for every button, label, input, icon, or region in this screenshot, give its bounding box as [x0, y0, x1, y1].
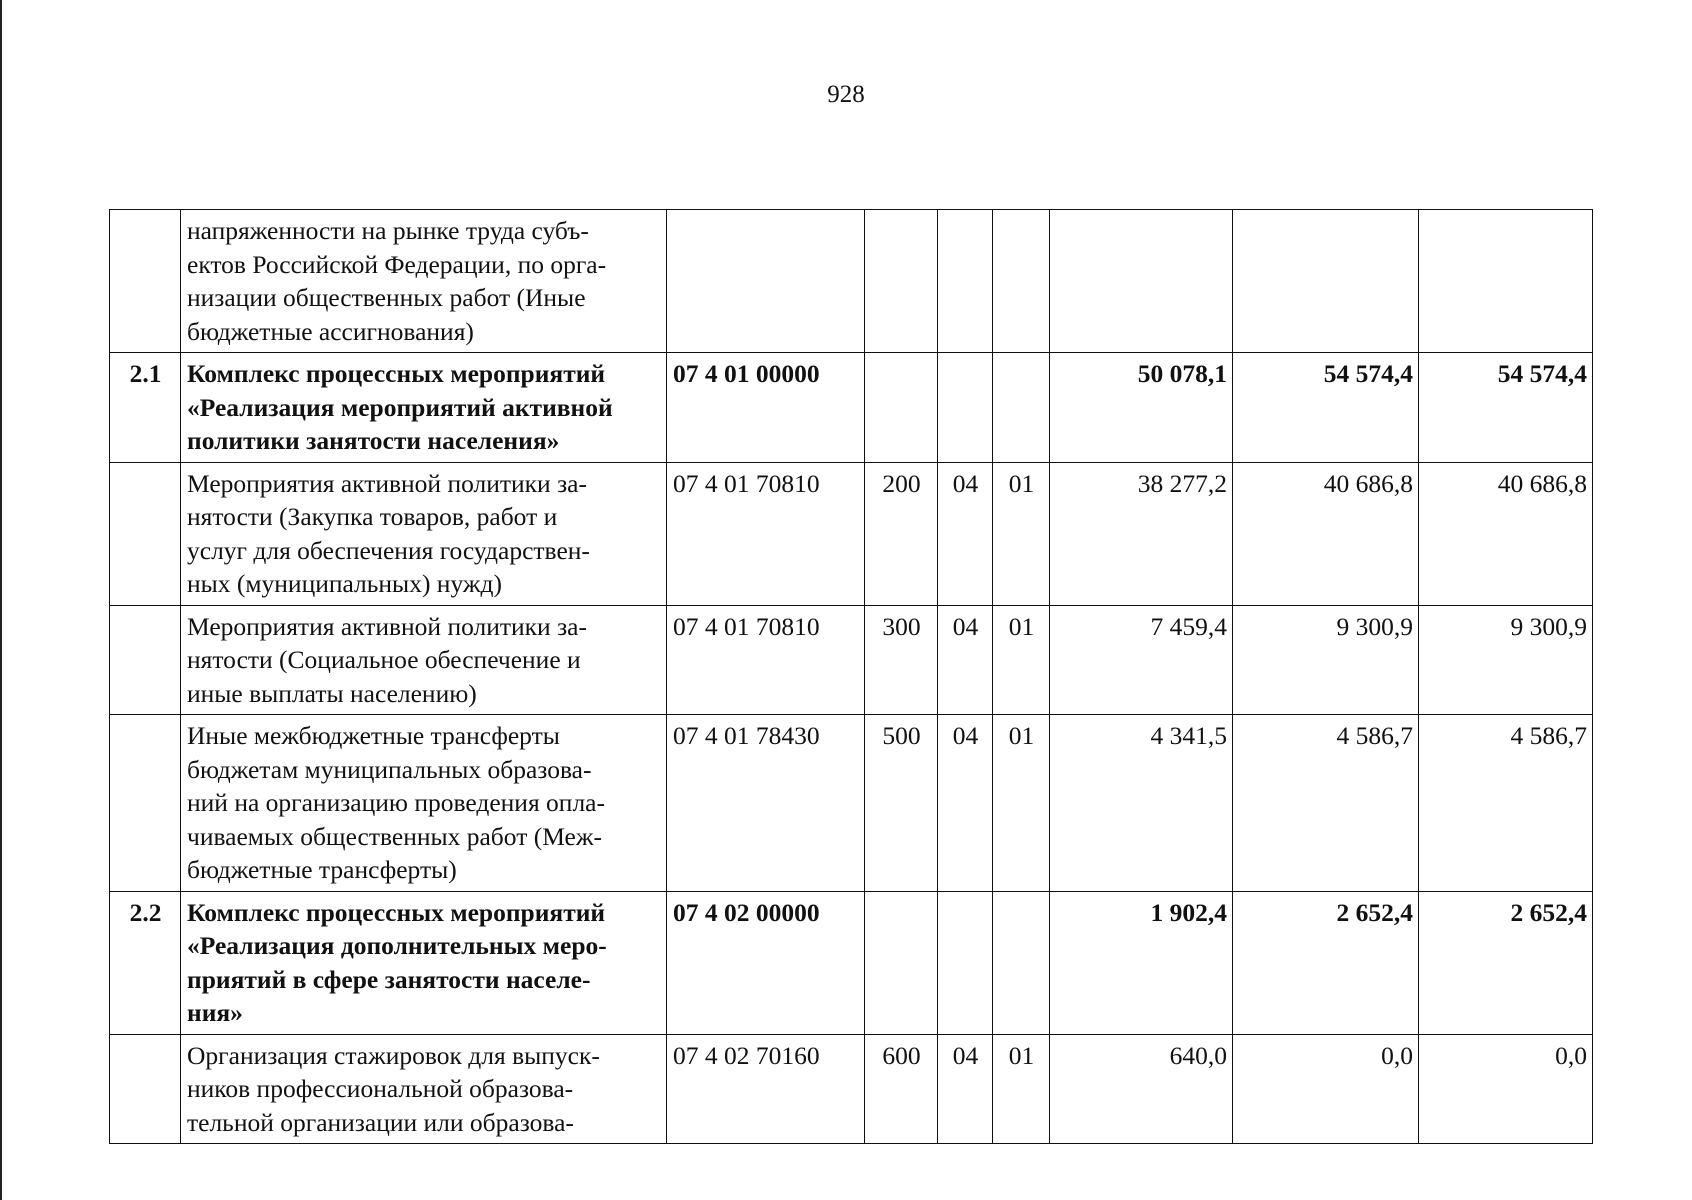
row-expense-type-cell: 300	[865, 605, 938, 715]
row-subsection-cell	[993, 353, 1050, 463]
table-row	[110, 715, 1593, 892]
row-amount-year2-cell	[1233, 210, 1419, 353]
row-amount-year1-cell: 7 459,4	[1050, 605, 1233, 715]
row-code-cell: 07 4 01 70810	[667, 605, 865, 715]
row-number-cell	[110, 715, 181, 892]
row-amount-year2-cell: 40 686,8	[1233, 462, 1419, 605]
row-subsection-cell: 01	[993, 605, 1050, 715]
row-name-line: нятости (Закупка товаров, работ и	[187, 502, 558, 531]
row-name-cell	[181, 891, 667, 1034]
row-number-cell: 2.2	[110, 891, 181, 1034]
page-number: 928	[827, 81, 865, 108]
row-expense-type-cell: 200	[865, 462, 938, 605]
row-code-cell: 07 4 01 00000	[667, 353, 865, 463]
table-row	[110, 462, 1593, 605]
row-section-cell: 04	[938, 605, 993, 715]
row-name-line: услуг для обеспечения государствен-	[187, 535, 590, 565]
row-name-line: низации общественных работ (Иные	[187, 283, 586, 312]
row-name-line: бюджетные ассигнования)	[187, 316, 474, 346]
row-name-line: ния»	[187, 998, 243, 1027]
row-amount-year2-cell: 4 586,7	[1233, 715, 1419, 892]
row-section-cell: 04	[938, 1034, 993, 1144]
row-name-line: напряженности на рынке труда субъ-	[187, 216, 589, 245]
row-amount-year3-cell: 4 586,7	[1419, 715, 1593, 892]
row-name-line: «Реализация дополнительных меро-	[187, 931, 607, 960]
row-code-cell: 07 4 01 78430	[667, 715, 865, 892]
row-amount-year2-cell: 0,0	[1233, 1034, 1419, 1144]
row-expense-type-cell	[865, 353, 938, 463]
row-amount-year1-cell: 50 078,1	[1050, 353, 1233, 463]
row-section-cell: 04	[938, 462, 993, 605]
row-number-cell	[110, 605, 181, 715]
row-number-cell	[110, 462, 181, 605]
row-expense-type-cell: 600	[865, 1034, 938, 1144]
row-amount-year2-cell: 54 574,4	[1233, 353, 1419, 463]
row-number-cell: 2.1	[110, 353, 181, 463]
row-amount-year3-cell: 40 686,8	[1419, 462, 1593, 605]
row-subsection-cell: 01	[993, 462, 1050, 605]
row-name-line: ников профессиональной образова-	[187, 1074, 574, 1103]
row-amount-year1-cell	[1050, 210, 1233, 353]
row-expense-type-cell	[865, 210, 938, 353]
row-name-line: Комплекс процессных мероприятий	[187, 359, 606, 388]
table-row	[110, 1034, 1593, 1144]
row-name-line: Иные межбюджетные трансферты	[187, 721, 560, 750]
row-name-line: Мероприятия активной политики за-	[187, 611, 587, 641]
row-amount-year1-cell: 1 902,4	[1050, 891, 1233, 1034]
row-section-cell	[938, 353, 993, 463]
row-subsection-cell: 01	[993, 715, 1050, 892]
row-amount-year2-cell: 9 300,9	[1233, 605, 1419, 715]
row-name-cell	[181, 353, 667, 463]
table-row	[110, 353, 1593, 463]
row-name-line: иные выплаты населению)	[187, 678, 477, 708]
row-name-line: бюджетные трансферты)	[187, 855, 457, 884]
row-amount-year1-cell: 4 341,5	[1050, 715, 1233, 892]
row-amount-year1-cell: 38 277,2	[1050, 462, 1233, 605]
row-name-line: Мероприятия активной политики за-	[187, 468, 587, 498]
row-name-cell	[181, 605, 667, 715]
row-section-cell: 04	[938, 715, 993, 892]
row-amount-year3-cell: 9 300,9	[1419, 605, 1593, 715]
row-amount-year2-cell: 2 652,4	[1233, 891, 1419, 1034]
row-code-cell: 07 4 02 00000	[667, 891, 865, 1034]
row-name-line: политики занятости населения»	[187, 426, 560, 455]
page-left-edge	[0, 0, 2, 1200]
row-amount-year3-cell: 0,0	[1419, 1034, 1593, 1144]
table-body	[110, 210, 1593, 1144]
row-name-line: нятости (Социальное обеспечение и	[187, 645, 581, 674]
table-row	[110, 891, 1593, 1034]
row-code-cell: 07 4 01 70810	[667, 462, 865, 605]
row-amount-year3-cell	[1419, 210, 1593, 353]
row-expense-type-cell	[865, 891, 938, 1034]
row-number-cell	[110, 1034, 181, 1144]
row-name-line: ний на организацию проведения опла-	[187, 788, 605, 817]
row-name-cell	[181, 462, 667, 605]
row-name-line: Комплекс процессных мероприятий	[187, 897, 606, 927]
row-amount-year3-cell: 54 574,4	[1419, 353, 1593, 463]
row-name-line: чиваемых общественных работ (Меж-	[187, 821, 602, 851]
row-name-line: приятий в сфере занятости населе-	[187, 964, 591, 994]
row-number-cell	[110, 210, 181, 353]
row-code-cell: 07 4 02 70160	[667, 1034, 865, 1144]
row-name-line: ных (муниципальных) нужд)	[187, 569, 502, 598]
row-name-cell	[181, 210, 667, 353]
row-name-line: бюджетам муниципальных образова-	[187, 754, 592, 784]
row-section-cell	[938, 891, 993, 1034]
row-name-line: «Реализация мероприятий активной	[187, 392, 613, 422]
row-name-cell	[181, 715, 667, 892]
row-name-line: тельной организации или образова-	[187, 1107, 574, 1137]
row-section-cell	[938, 210, 993, 353]
row-name-line: ектов Российской Федерации, по орга-	[187, 249, 607, 279]
row-amount-year3-cell: 2 652,4	[1419, 891, 1593, 1034]
row-subsection-cell: 01	[993, 1034, 1050, 1144]
budget-table	[109, 209, 1593, 1144]
row-name-cell	[181, 1034, 667, 1144]
row-name-line: Организация стажировок для выпуск-	[187, 1040, 600, 1070]
row-subsection-cell	[993, 210, 1050, 353]
table-row	[110, 210, 1593, 353]
row-subsection-cell	[993, 891, 1050, 1034]
table-row	[110, 605, 1593, 715]
row-amount-year1-cell: 640,0	[1050, 1034, 1233, 1144]
row-expense-type-cell: 500	[865, 715, 938, 892]
row-code-cell	[667, 210, 865, 353]
